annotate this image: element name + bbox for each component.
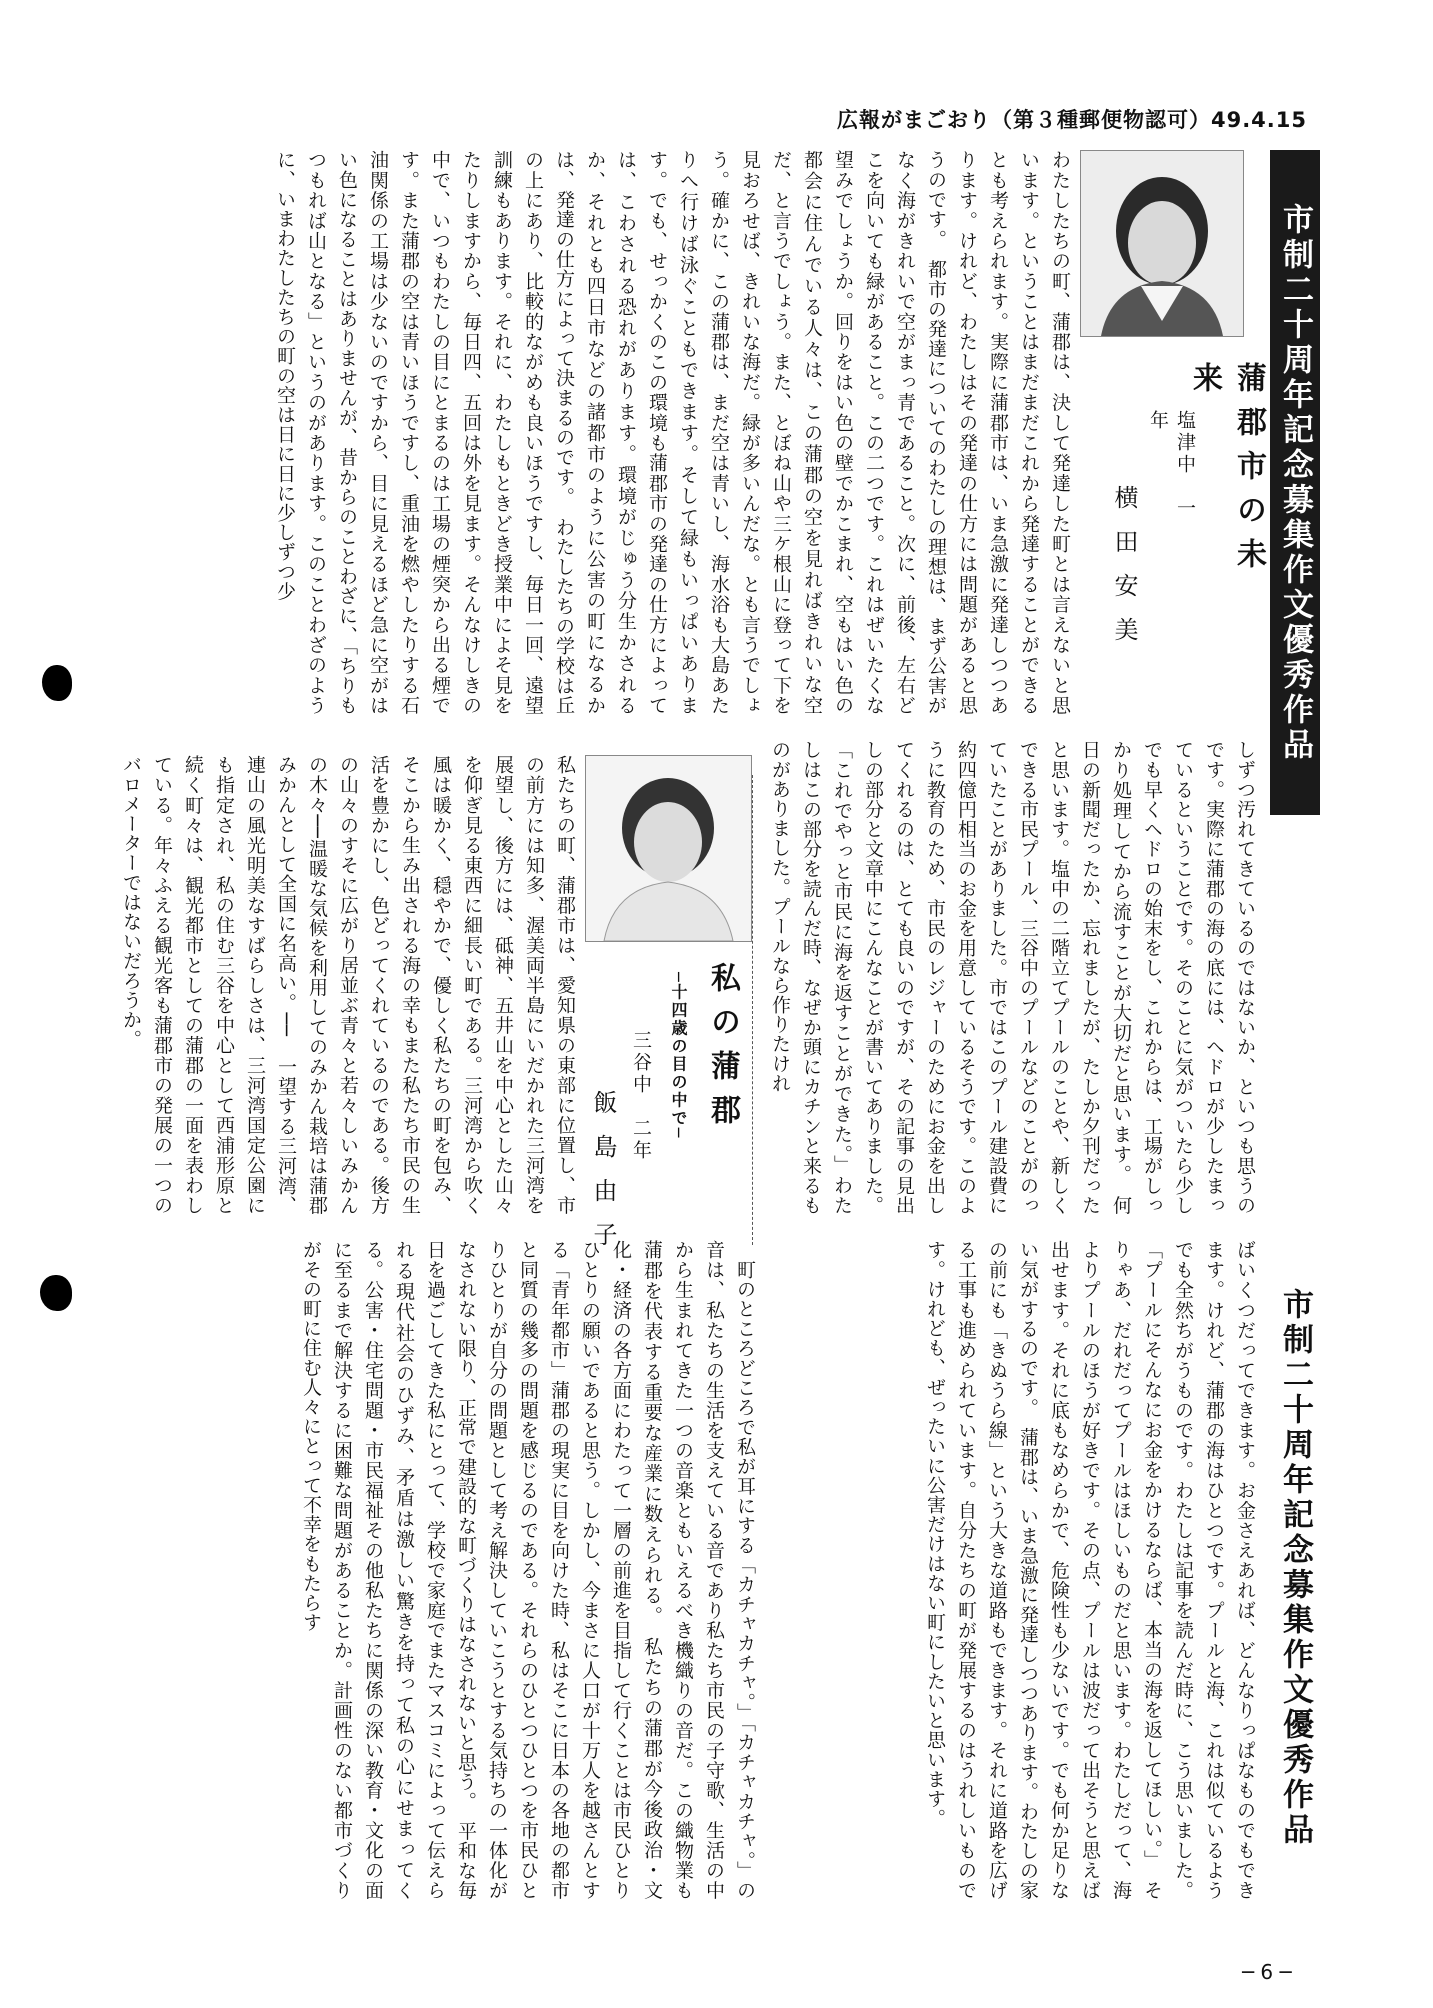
column-divider — [752, 775, 753, 1245]
essay1-title: 蒲郡市の未来 — [1187, 362, 1266, 582]
author-photo-iijima — [585, 755, 752, 942]
essay1-body-part2: しずつ汚れてきているのではないか、といつも思うのです。実際に蒲郡の海の底には、ヘドロが少したまっているということです。そのことに気がついたら少しでも早くヘドロの始末をし、これからは、工場がしっかり処理してから流すことが大切だと思います。 何日の新聞だったか、忘れましたが、たしか夕刊だったと思います。塩中の二階立てプールのことや、新しくできる市民プール、三谷中のプールなどのことがのっていたことがありました。市ではこのプール建設費に約四億円相当のお金を用意しているそうです。このように教育のため、市民のレジャーのためにお金を出してくれるのは、とても良いのですが、その記事の見出しの部分と文章中にこんなことが書いてありました。「これでやっと市民に海を返すことができた。」わたしはこの部分を読んだ時、なぜか頭にカチンと来るものがありました。プールなら作りたけれ — [769, 740, 1256, 1215]
banner-primary: 市制二十周年記念募集作文優秀作品 — [1270, 150, 1320, 815]
essay1-body-part1: わたしたちの町、蒲郡は、決して発達した町とは言えないと思います。ということはまだまだこれから発達することができるとも考えられます。実際に蒲郡市は、いま急激に発達しつつあります。けれど、わたしはその発達の仕方には問題があると思うのです。 都市の発達についてのわたしの理想は、まず公害がなく海がきれいで空がまっ青であること。次に、前後、左右どこを向いても緑があること。この二つです。これはぜいたくな望みでしょうか。回りをはい色の壁でかこまれ、空もはい色の都会に住んでいる人々は、この蒲郡の空を見ればきれいな空だ、と言うでしょう。また、とぼね山や三ケ根山に登って下を見おろせば、きれいな海だ。緑が多いんだな。とも言うでしょう。確かに、この蒲郡は、まだ空は青いし、海水浴も大島あたりへ行けば泳ぐこともできます。そして緑もいっぱいあります。でも、せっかくのこの環境も蒲郡市の発達の仕方によっては、こわされる恐れがあります。環境がじゅう分生かされるか、それとも四日市などの諸都市のように公害の町になるかは、発達の仕方によって決まるのです。 わたしたちの学校は丘の上にあり、比較的ながめも良いほうですし、毎日一回、遠望訓練もあります。それに、わたしもときどき授業中によそ見をたりしますから、毎日四、五回は外を見ます。そんなけしきの中で、いつもわたしの目にとまるのは工場の煙突から出る煙です。また蒲郡の空は青いほうですし、重油を燃やしたりする石油関係の工場は少ないのですから、目に見えるほど急に空がはい色になることはありませんが、昔からのことわざに、「ちりもつもれば山となる」というのがあります。このことわざのように、いまわたしたちの町の空は日に日に少しずつ少 — [274, 150, 1071, 715]
publication-header: 広報がまごおり（第３種郵便物認可）49.4.15 — [836, 108, 1307, 132]
portrait-icon — [1081, 151, 1243, 336]
essay1-body-part3: ばいくつだってできます。お金さえあれば、どんなりっぱなものでもできます。けれど、蒲郡の海はひとつです。プールと海、これは似ているようでも全然ちがうものです。わたしは記事を読んだ時に、こう思いました。「プールにそんなにお金をかけるならば、本当の海を返してほしい。」 そりゃあ、だれだってプールはほしいものだと思います。わたしだって、海よりプールのほうが好きです。その点、プールは波だって出そうと思えば出せます。それに底もなめらかで、危険性も少ないです。でも何か足りない気がするのです。 蒲郡は、いま急激に発達しつつあります。わたしの家の前にも「きぬうら線」という大きな道路もできます。それに道路を広げる工事も進められています。自分たちの町が発展するのはうれしいものです。けれども、ぜったいに公害だけはない町にしたいと思います。 — [924, 1240, 1256, 1900]
essay2-body-part1: 私たちの町、蒲郡市は、愛知県の東部に位置し、市の前方には知多、渥美両半島にいだかれた三河湾を展望し、後方には、砥神、五井山を中心とした山々を仰ぎ見る東西に細長い町である。三河湾から吹く風は暖かく、穏やかで、優しく私たちの町を包み、そこから生み出される海の幸もまた私たち市民の生活を豊かにし、色どってくれているのである。後方の山々のすそに広がり居並ぶ青々と若々しいみかんの木々──温暖な気候を利用してのみかん栽培は蒲郡みかんとして全国に名高い。── 一望する三河湾、連山の風光明美なすばらしさは、三河湾国定公園にも指定され、私の住む三谷を中心として西浦形原と続く町々は、観光都市としての蒲郡の一面を表わしている。年々ふえる観光客も蒲郡市の発展の一つのバロメーターではないだろうか。 — [120, 755, 576, 1215]
essay1-school: 塩津中 一年 — [1147, 410, 1196, 520]
essay2-school: 三谷中 二年 — [630, 1030, 652, 1162]
binder-hole-mark — [40, 1275, 72, 1311]
essay2-title: 私の蒲郡 — [705, 962, 740, 1138]
page-number: ─ 6 ─ — [1242, 1960, 1292, 1984]
essay2-subtitle: ─十四歳の目の中で─ — [669, 972, 688, 1140]
essay2-body-part2: 町のところどころで私が耳にする「カチャカチャ。」「カチャカチャ。」の音は、私たちの生活を支えている音であり私たち市民の子守歌、生活の中から生まれてきた一つの音楽ともいえるべき機織りの音だ。この織物業も蒲郡を代表する重要な産業に数えられる。 私たちの蒲郡が今後政治・文化・経済の各方面にわたって一層の前進を目指して行くことは市民ひとりひとりの願いであると思う。しかし、今まさに人口が十万人を越さんとする「青年都市」蒲郡の現実に目を向けた時、私はそこに日本の各地の都市と同質の幾多の問題を感じるのである。それらのひとつひとつを市民ひとりひとりが自分の問題として考え解決していこうとする気持ちの一体化がなされない限り、正常で建設的な町づくりはなされないと思う。 平和な毎日を過ごしてきた私にとって、学校で家庭でまたマスコミによって伝えられる現代社会のひずみ、矛盾は激しい驚きを持って私の心にせまってくる。公害・住宅問題・市民福祉その他私たちに関係の深い教育・文化の面に至るまで解決するに困難な問題があることか。計画性のない都市づくりがその町に住む人々にとって不幸をもたらす — [300, 1240, 756, 1900]
author-photo-yokota — [1080, 150, 1244, 337]
binder-hole-mark — [42, 665, 72, 701]
essay2-author: 飯島由子 — [589, 1090, 617, 1266]
banner-secondary: 市制二十周年記念募集作文優秀作品 — [1277, 1288, 1313, 1848]
portrait-icon — [586, 756, 751, 941]
essay1-author: 横田安美 — [1110, 485, 1138, 661]
